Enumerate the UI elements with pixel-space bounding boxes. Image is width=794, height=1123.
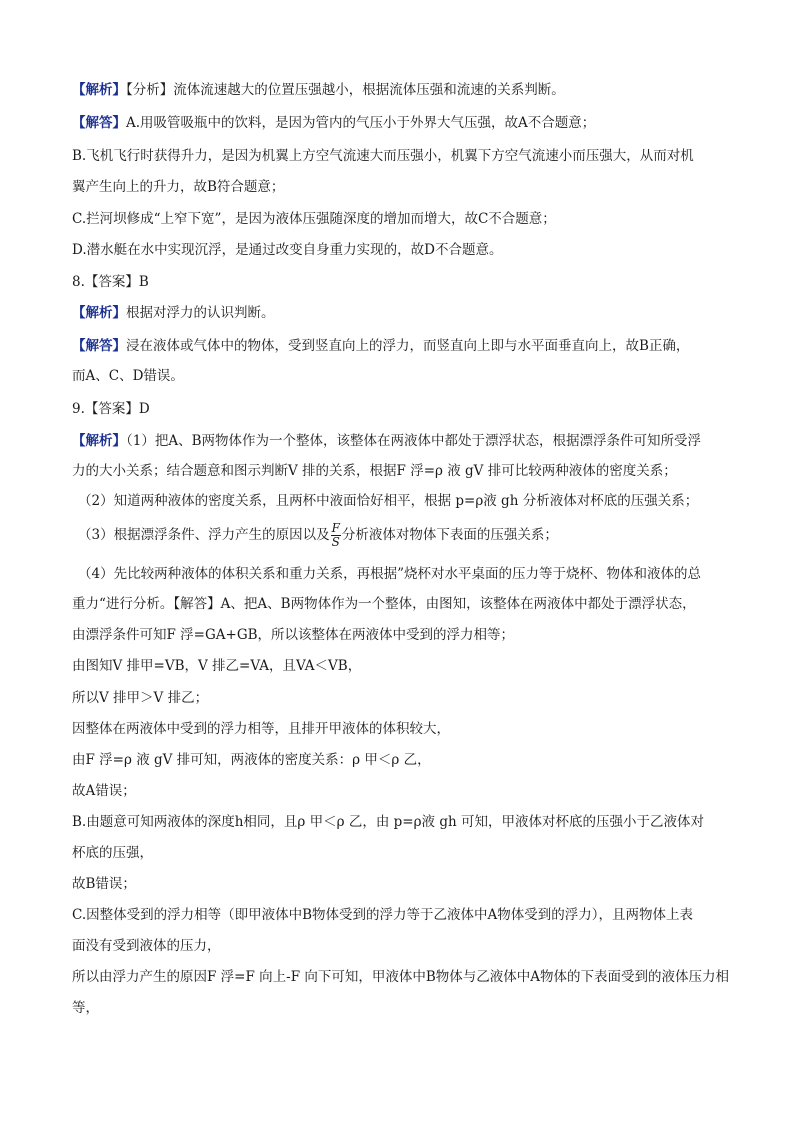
pressure-fraction — [331, 522, 341, 549]
text-line: B.飞机飞行时获得升力，是因为机翼上方空气流速大而压强小，机翼下方空气流速小而压强大，从而对机 — [72, 148, 694, 164]
formula-pre-text: （3）根据漂浮条件、浮力产生的原因以及 — [78, 527, 330, 543]
text-line: 由漂浮条件可知F 浮=GA+GB，所以该整体在两液体中受到的浮力相等； — [72, 627, 515, 643]
text-line: C.因整体受到的浮力相等（即甲液体中B物体受到的浮力等于乙液体中A物体受到的浮力），且两物体上表 — [72, 907, 694, 923]
answer-heading: 9.【答案】D — [72, 401, 150, 417]
text-line: 等， — [72, 1000, 99, 1016]
answer-heading: 8.【答案】B — [72, 274, 149, 290]
text-line: C.拦河坝修成“上窄下宽”，是因为液体压强随深度的增加而增大，故C不合题意； — [72, 211, 556, 227]
line-text: （1）把A、B两物体作为一个整体，该整体在两液体中都处于漂浮状态，根据漂浮条件可知所受浮 — [126, 433, 702, 449]
section-tag: 【解答】 — [72, 338, 126, 354]
text-line — [72, 431, 732, 451]
text-line: 翼产生向上的升力，故B符合题意； — [72, 179, 285, 195]
line-text: 浸在液体或气体中的物体，受到竖直向上的浮力，而竖直向上即与水平面垂直向上，故B正确， — [126, 338, 690, 354]
text-line — [72, 303, 732, 323]
text-line: 重力“进行分析。【解答】A、把A、B两物体作为一个整体，由图知，该整体在两液体中都处于漂浮状态， — [72, 596, 696, 612]
text-line — [72, 113, 732, 133]
formula-line — [78, 522, 738, 549]
text-line: D.潜水艇在水中实现沉浮，是通过改变自身重力实现的，故D不合题意。 — [72, 242, 503, 258]
text-line: 面没有受到液体的压力， — [72, 938, 221, 954]
text-line: 因整体在两液体中受到的浮力相等，且排开甲液体的体积较大， — [72, 721, 450, 737]
line-text: 【分析】流体流速越大的位置压强越小，根据流体压强和流速的关系判断。 — [126, 82, 565, 98]
formula-post-text: 分析液体对物体下表面的压强关系； — [341, 527, 558, 543]
text-line: 故B错误； — [72, 876, 136, 892]
text-line: 由F 浮=ρ 液 gV 排可知，两液体的密度关系：ρ 甲＜ρ 乙， — [72, 752, 431, 768]
text-line: 杯底的压强， — [72, 845, 153, 861]
text-line: （2）知道两种液体的密度关系，且两杯中液面恰好相平，根据 p=ρ液 gh 分析液体对杯底的压强关系； — [78, 493, 699, 509]
text-line: B.由题意可知两液体的深度h相同，且ρ 甲＜ρ 乙，由 p=ρ液 gh 可知，甲液体对杯底的压强小于乙液体对 — [72, 814, 704, 830]
fraction-denominator: S — [331, 535, 340, 549]
text-line: 而A、C、D错误。 — [72, 368, 184, 384]
section-tag: 【解析】 — [72, 433, 126, 449]
text-line: 所以V 排甲＞V 排乙； — [72, 690, 209, 706]
section-tag: 【解析】 — [72, 305, 126, 321]
text-line — [72, 336, 732, 356]
text-line: 故A错误； — [72, 783, 136, 799]
section-tag: 【解析】 — [72, 82, 126, 98]
text-line: 力的大小关系；结合题意和图示判断V 排的关系，根据F 浮=ρ 液 gV 排可比较两种液体的密度关系； — [72, 463, 677, 479]
line-text: A.用吸管吸瓶中的饮料，是因为管内的气压小于外界大气压强，故A不合题意； — [126, 115, 596, 131]
section-tag: 【解答】 — [72, 115, 126, 131]
text-line: 所以由浮力产生的原因F 浮=F 向上-F 向下可知，甲液体中B物体与乙液体中A物体的下表面受到的液体压力相 — [72, 969, 730, 985]
line-text: 根据对浮力的认识判断。 — [126, 305, 275, 321]
text-line — [72, 80, 732, 100]
fraction-numerator: F — [331, 521, 340, 535]
text-line: （4）先比较两种液体的体积关系和重力关系，再根据”烧杯对水平桌面的压力等于烧杯、物体和液体的总 — [78, 566, 701, 582]
text-line: 由图知V 排甲=VB，V 排乙=VA，且VA＜VB， — [72, 658, 362, 674]
